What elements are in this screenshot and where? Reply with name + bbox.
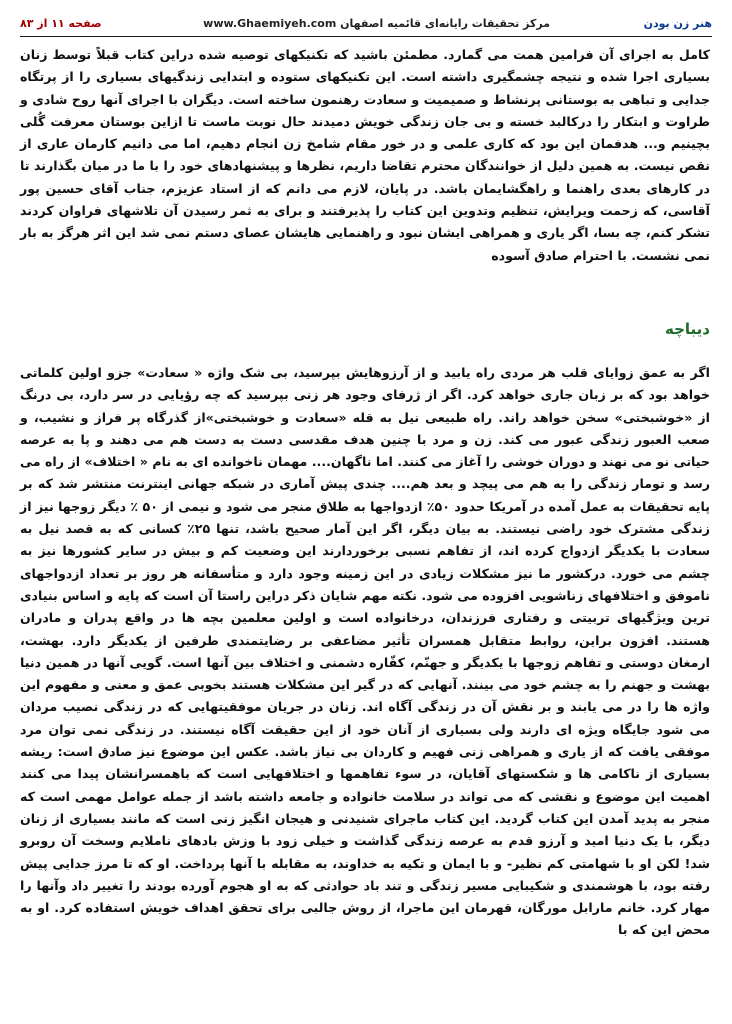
website-link[interactable]: www.Ghaemiyeh.com — [203, 16, 337, 30]
header-center — [195, 17, 550, 30]
preface-text: اگر به عمق زوایای قلب هر مردی راه یابید و از آرزوهایش بپرسید، بی شک واژه « سعادت» جزو اولین کلماتی خواهد بود که بر زبان جاری خواهد کرد. اگر از ژرفای وجود هر زنی بپرسید که چه رؤیایی در سر دارد، بی درنگ از «خوشبختی» سخن خواهد راند. راه طبیعی نیل به قله «سعادت و خوشبختی»از گذرگاه پر فراز و نشیب، و صعب العبور زندگی عبور می کند. زن و مرد با چنین هدف مقدسی دست به دست هم می دهند و پا به عرصه حیاتی نو می نهند و دوران خوشی را آغاز می کنند. اما ناگهان.... مهمان ناخوانده ای به نام « اختلاف» از راه می رسد و تومار زندگی را به هم می پیچد و بعد هم.... چندی پیش آماری در شبکه جهانی اینترنت منتشر شد که بر پایه تحقیقات به عمل آمده در آمریکا حدود ۵۰٪ ازدواجها به طلاق منجر می شود و نیمی از ۵۰ ٪ دیگر زوجها نیز از زندگی مشترک خود راضی نیستند. به بیان دیگر، اگر این آمار صحیح باشد، تنها ۲۵٪ کسانی که به قصد نیل به سعادت با یکدیگر ازدواج کرده اند، از تفاهم نسبی برخوردارند این وضعیت کم و بیش در سایر کشورها نیز به چشم می خورد. درکشور ما نیز مشکلات زیادی در این زمینه وجود دارد و متأسفانه هر روز بر تعداد ازدواجهای ناموفق و اختلافهای زناشویی افزوده می شود. نکته مهم شایان ذکر دراین راستا آن است که پایه و اساس بنیادی ترین ویژگیهای تربیتی و رفتاری فرزندان، درخانواده است و اولین معلمین بچه ها در واقع پدران و مادران هستند. افزون براین، روابط متقابل همسران تأثیر مضاعفی بر رضایتمندی طرفین از یکدیگر دارد. بهشت، ارمغان دوستی و تفاهم زوجها با یکدیگر و جهنّم، کفّاره دشمنی و اختلاف بین آنها است. گویی آنها در همین دنیا بهشت و جهنم را به چشم خود می بینند. آنهایی که در گیر این مشکلات هستند بخوبی عمق و معنی و مفهوم این واژه ها را در می یابند و بر نقش آن در زندگی آگاه اند. زنان در جریان موفقیتهایی که در زندگی نصیب مردان می شود جایگاه ویژه ای دارند ولی بسیاری از آنان خود از این حقیقت آگاه نیستند. در زندگی نمی توان مرد موفقی یافت که از یاری و همراهی زنی فهیم و کاردان بی نیاز باشد. عکس این موضوع نیز صادق است: ریشه بسیاری از ناکامی ها و شکستهای آقایان، در سوء تفاهمها و اختلافهایی است که باهمسرانشان پیدا می کنند اهمیت این موضوع و نقشی که می تواند در سلامت خانواده و جامعه داشته باشد از جمله عوامل مهمی است که منجر به پدید آمدن این کتاب گردید. این کتاب ماجرای شنیدنی و هیجان انگیز زنی است که مانند بسیاری از زنان دیگر، با یک دنیا امید و آرزو قدم به عرصه زندگی گذاشت و خیلی زود با وزش بادهای ناملایم وسخت آن روبرو شد! لکن او با شهامتی کم نظیر- و با ایمان و تکیه به خداوند، به مقابله با آنها پرداخت. او که تا مرز جدایی پیش رفته بود، با هوشمندی و شکیبایی مسیر زندگی و تند باد حوادثی که به او هجوم آورده بودند را تغییر داد وآنها را مهار کرد. خانم مارابل مورگان، قهرمان این ماجرا، از روش جالبی برای تحقق اهداف خویش استفاده کرد. او به محض این که با — [20, 365, 710, 938]
intro-paragraph — [20, 44, 710, 267]
intro-text: کامل به اجرای آن فرامین همت می گمارد. مطمئن باشید که تکنیکهای توصیه شده دراین کتاب قبلاً توسط زنان بسیاری اجرا شده و نتیجه چشمگیری داشته است. این تکنیکهای ستوده و ابتدایی زندگیهای بسیاری را از پرتگاه جدایی و تباهی به بوستانی پرنشاط و صمیمیت و سعادت رهنمون ساخته است. دیگران با اجرای آنها روح شادی و طراوت و ابتکار را درکالبد خسته و بی جان زندگی خویش دمیدند حال نوبت ماست تا ازاین بوستان معرفت گُلی بچینیم و... هدفمان این بود که کاری علمی و در خور مقام شامخ زن انجام دهیم، اما می دانیم کارمان عاری از نقص نیست. به همین دلیل از خوانندگان محترم تقاضا داریم، نظرها و پیشنهادهای خود را با ما در میان بگذارند تا در کارهای بعدی راهنما و راهگشایمان باشد. در پایان، لازم می دانم که از استاد عزیزم، جناب آقای حسین پور آقاسی، که زحمت ویرایش، تنظیم وتدوین این کتاب را پذیرفتند و برای به ثمر رسیدن آن تلاشهای فراوان کردند تشکر کنم، چه بسا، اگر یاری و همراهی ایشان نبود و راهنمایی هایشان عصای دستم نمی شد این اثر هرگز به بار نمی نشست. با احترام صادق آسوده — [20, 47, 710, 263]
page-number: صفحه ۱۱ از ۸۳ — [20, 16, 102, 30]
book-title: هنر زن بودن — [643, 16, 712, 30]
section-title: دیباچه — [665, 320, 710, 338]
header-divider — [20, 36, 712, 37]
page-header — [20, 12, 712, 34]
center-name: مرکز تحقیقات رایانه‌ای قائمیه اصفهان — [340, 16, 551, 30]
preface-paragraph — [20, 362, 710, 942]
